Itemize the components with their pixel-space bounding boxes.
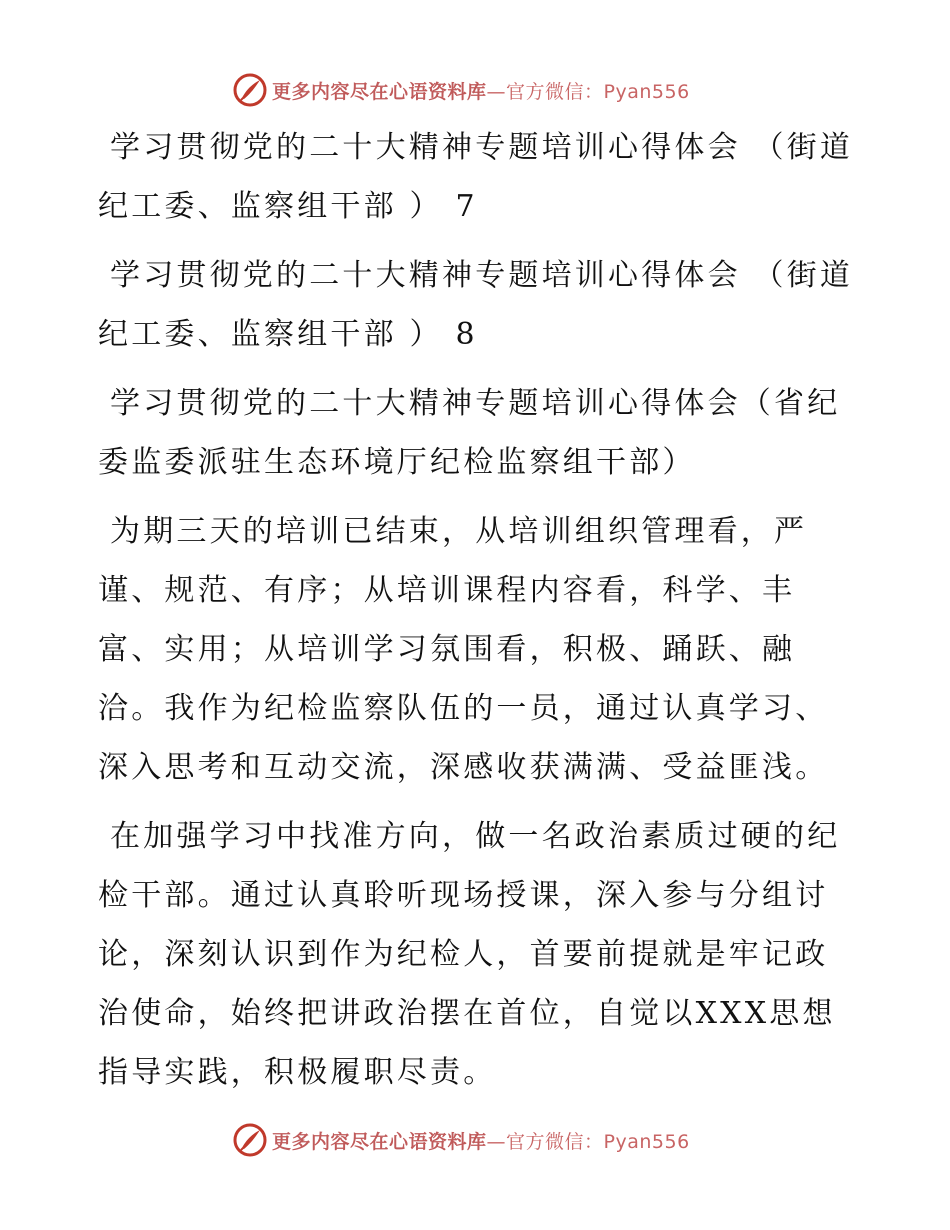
watermark-wechat-text: —官方微信：Pyan556 <box>486 1130 690 1153</box>
paragraph-political-direction: 在加强学习中找准方向，做一名政治素质过硬的纪检干部。通过认真聆听现场授课，深入参与分组讨论，深刻认识到作为纪检人，首要前提就是牢记政治使命，始终把讲政治摆在首位，自觉以XXX思想指导实践，积极履职尽责。 <box>98 819 841 1090</box>
watermark-main-text: 更多内容尽在心语资料库 <box>272 1130 487 1153</box>
quill-logo-icon <box>232 72 268 108</box>
quill-logo-icon <box>232 1122 268 1158</box>
watermark-wechat-text: —官方微信：Pyan556 <box>486 80 690 103</box>
watermark-main-text: 更多内容尽在心语资料库 <box>272 80 487 103</box>
header-watermark <box>232 72 690 108</box>
footer-watermark <box>232 1122 690 1158</box>
paragraph-title-province: 学习贯彻党的二十大精神专题培训心得体会（省纪委监委派驻生态环境厅纪检监察组干部） <box>98 386 841 480</box>
paragraph-title-7: 学习贯彻党的二十大精神专题培训心得体会 （街道纪工委、监察组干部 ） 7 <box>98 130 854 224</box>
paragraph-title-8: 学习贯彻党的二十大精神专题培训心得体会 （街道纪工委、监察组干部 ） 8 <box>98 258 854 352</box>
paragraph-intro: 为期三天的培训已结束，从培训组织管理看，严谨、规范、有序；从培训课程内容看，科学、丰富、实用；从培训学习氛围看，积极、踊跃、融洽。我作为纪检监察队伍的一员，通过认真学习、深入思考和互动交流，深感收获满满、受益匪浅。 <box>98 514 829 785</box>
document-body <box>98 118 858 1112</box>
